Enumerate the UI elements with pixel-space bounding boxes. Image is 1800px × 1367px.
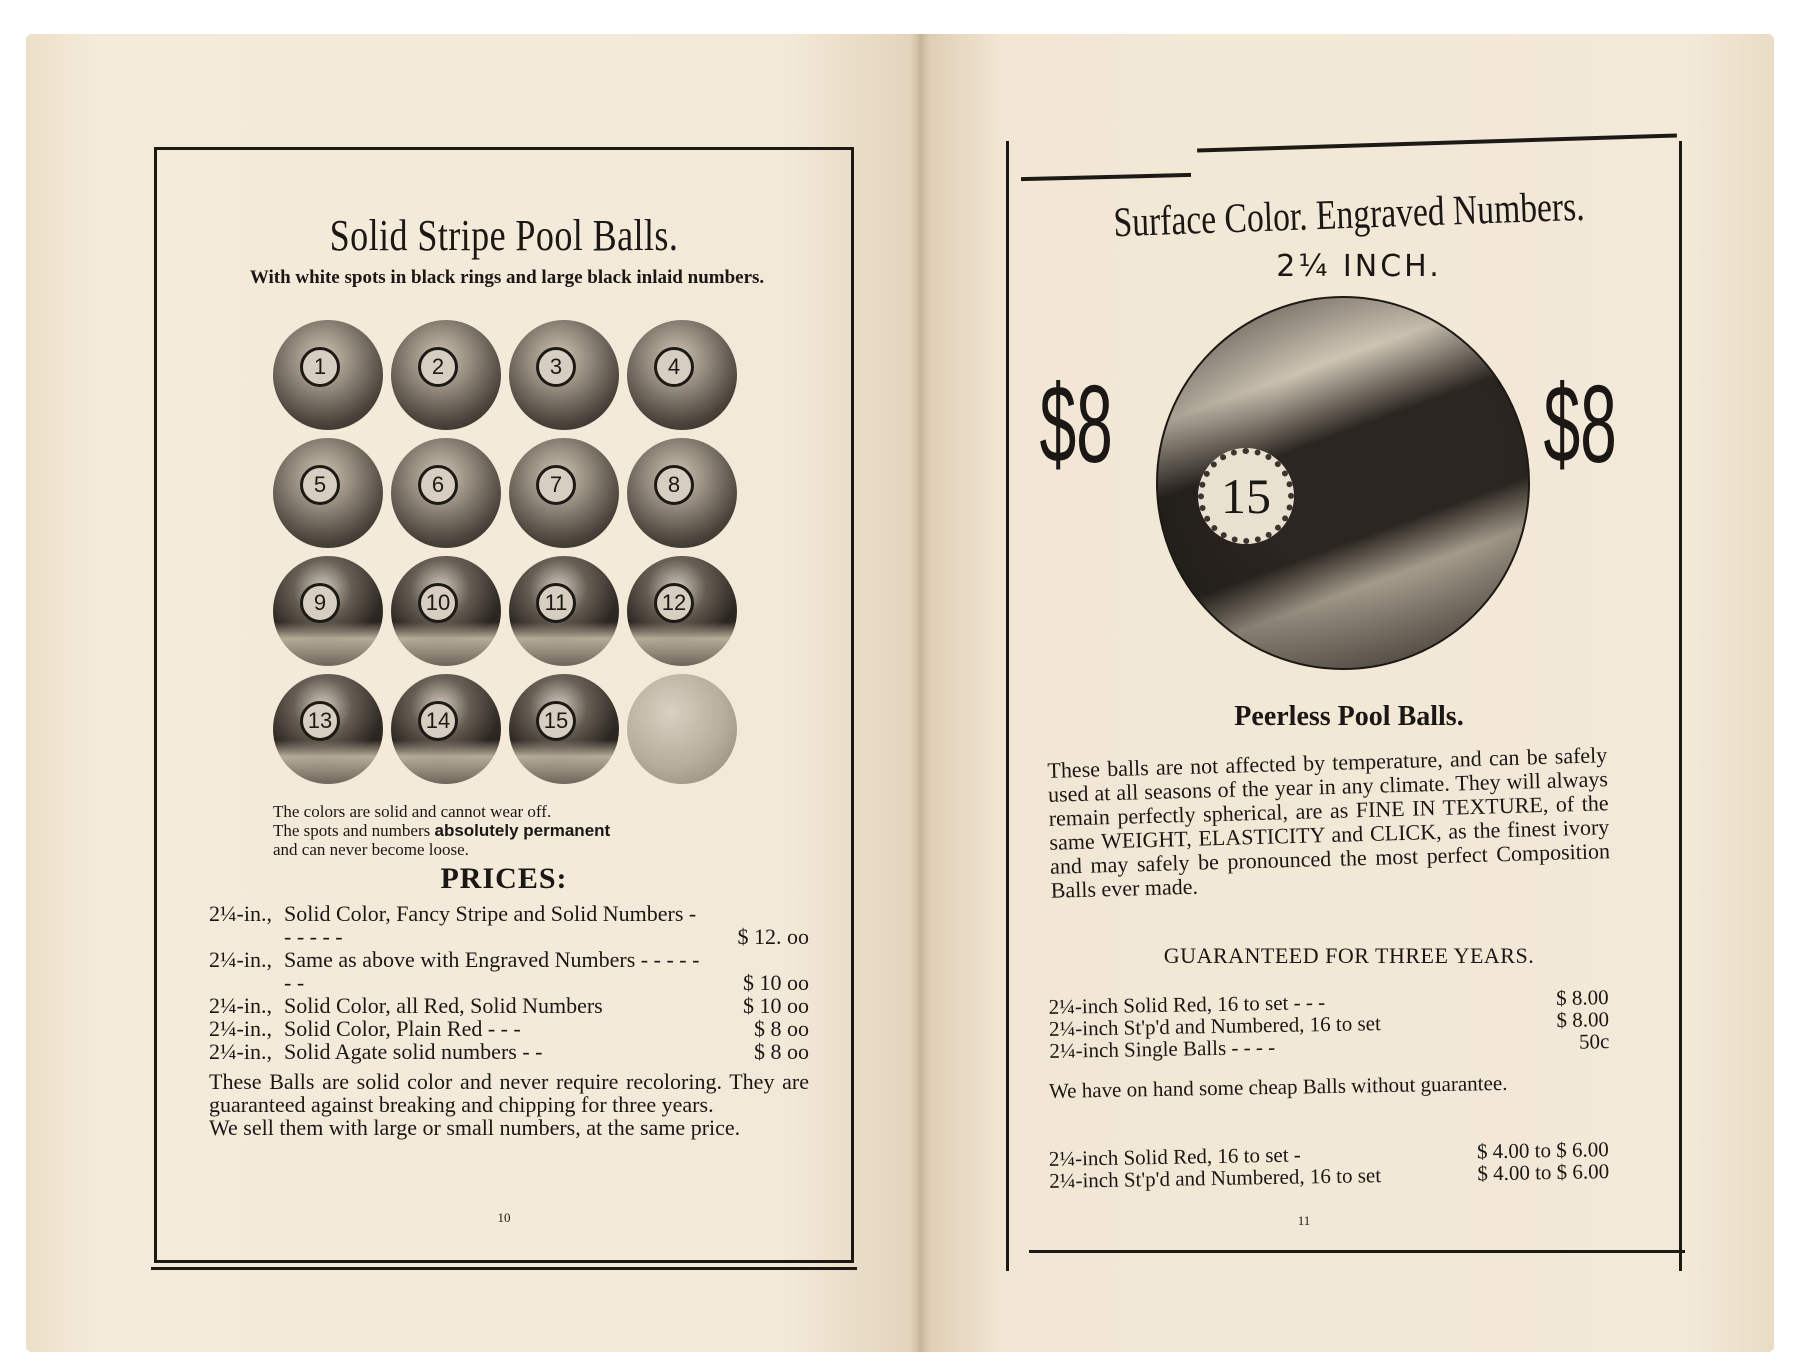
page-number: 11 xyxy=(1297,1213,1311,1228)
ball-number: 5 xyxy=(300,465,340,505)
price-right: $8 xyxy=(1543,363,1617,486)
price-description: Solid Color, all Red, Solid Numbers xyxy=(284,993,603,1018)
price-row xyxy=(209,948,809,994)
pool-ball xyxy=(509,438,619,548)
price-amount: $ 12. oo xyxy=(737,924,809,949)
left-page-subtitle: With white spots in black rings and large black inlaid numbers. xyxy=(249,267,765,288)
price-size: 2¼-in., xyxy=(209,947,272,972)
paragraph: These Balls are solid color and never require recoloring. They are guaranteed against breaking and chipping for three years. xyxy=(209,1069,809,1117)
ball-number: 13 xyxy=(300,701,340,741)
left-page-frame xyxy=(154,147,854,1263)
guarantee-line: GUARANTEED FOR THREE YEARS. xyxy=(1163,943,1535,968)
price-amount: $ 10 oo xyxy=(743,993,809,1018)
frame-rule xyxy=(1021,173,1191,181)
price-amount: $ 4.00 to $ 6.00 xyxy=(1477,1159,1610,1186)
price-row xyxy=(209,1017,809,1040)
price-row xyxy=(209,1040,809,1063)
ball-number: 14 xyxy=(418,701,458,741)
ball-number: 7 xyxy=(536,465,576,505)
left-page-note xyxy=(273,802,743,859)
pool-ball xyxy=(273,320,383,430)
note-text: The spots and numbers xyxy=(273,821,435,840)
prices-heading: PRICES: xyxy=(440,862,568,895)
note-emphasis: absolutely permanent xyxy=(434,821,611,840)
price-description: 2¼-inch Solid Red, 16 to set - xyxy=(1048,1142,1302,1171)
price-row xyxy=(209,994,809,1017)
frame-rule xyxy=(151,1267,857,1270)
right-page-title: Surface Color. Engraved Numbers. xyxy=(1112,183,1586,247)
pool-ball-illustration xyxy=(1156,296,1530,670)
ball-number: 2 xyxy=(418,347,458,387)
price-amount: $ 8 oo xyxy=(754,1039,809,1064)
price-list xyxy=(209,902,809,1063)
ball-number: 6 xyxy=(418,465,458,505)
ball-number-badge: 15 xyxy=(1198,448,1294,544)
paragraph: We sell them with large or small numbers, at the same price. xyxy=(209,1115,741,1140)
ball-number: 1 xyxy=(300,347,340,387)
pool-ball xyxy=(627,320,737,430)
open-catalog xyxy=(26,34,1774,1352)
note-line: and can never become loose. xyxy=(273,840,469,859)
pool-ball xyxy=(391,556,501,666)
ball-number: 10 xyxy=(418,583,458,623)
right-page-subtitle: Peerless Pool Balls. xyxy=(1234,701,1464,732)
price-size: 2¼-in., xyxy=(209,901,272,926)
note-line: The colors are solid and cannot wear off. xyxy=(273,802,552,821)
price-amount: 50c xyxy=(1578,1029,1610,1054)
cue-ball xyxy=(627,674,737,784)
price-amount: $ 4.00 to $ 6.00 xyxy=(1476,1137,1609,1164)
right-page-paragraph: These balls are not affected by temperature, and can be safely used at all seasons of the year in any climate. They will always remain perfectly spherical, are as FINE IN TEXTURE, of the same WEIGHT, ELASTICITY and CLICK, as the finest ivory and may safely be pronounced the most perfect Composition Balls ever made. xyxy=(1047,742,1611,903)
pool-ball xyxy=(391,674,501,784)
price-description: Solid Color, Fancy Stripe and Solid Numbers - - - - - - xyxy=(284,901,697,949)
book-gutter xyxy=(910,34,930,1352)
size-label: 2¼ INCH. xyxy=(1276,249,1442,284)
price-description: 2¼-inch St'p'd and Numbered, 16 to set xyxy=(1048,1011,1382,1041)
pool-ball xyxy=(509,556,619,666)
price-left: $8 xyxy=(1039,363,1113,486)
price-description: Same as above with Engraved Numbers - - - - - - - xyxy=(284,947,700,995)
pool-ball xyxy=(627,556,737,666)
right-page-frame xyxy=(1006,141,1682,1271)
pool-ball-grid xyxy=(273,320,743,790)
pool-ball xyxy=(273,556,383,666)
cheap-balls-note: We have on hand some cheap Balls without guarantee. xyxy=(1048,1070,1508,1103)
price-size: 2¼-in., xyxy=(209,993,272,1018)
left-page-paragraphs xyxy=(209,1070,809,1139)
pool-ball xyxy=(273,438,383,548)
price-description: 2¼-inch Single Balls - - - - xyxy=(1049,1034,1276,1063)
ball-number: 11 xyxy=(536,583,576,623)
price-description: Solid Agate solid numbers - - xyxy=(284,1039,543,1064)
pool-ball xyxy=(391,320,501,430)
note-line xyxy=(273,821,743,840)
price-list xyxy=(1048,986,1609,1062)
ball-number: 9 xyxy=(300,583,340,623)
price-description: 2¼-inch Solid Red, 16 to set - - - xyxy=(1048,990,1326,1019)
left-page xyxy=(26,34,919,1352)
ball-number: 4 xyxy=(654,347,694,387)
pool-ball xyxy=(509,674,619,784)
page-number: 10 xyxy=(497,1210,511,1225)
ball-number: 8 xyxy=(654,465,694,505)
pool-ball xyxy=(391,438,501,548)
ball-number: 3 xyxy=(536,347,576,387)
pool-ball xyxy=(627,438,737,548)
price-size: 2¼-in., xyxy=(209,1039,272,1064)
ball-number: 12 xyxy=(654,583,694,623)
pool-ball xyxy=(273,674,383,784)
pool-ball xyxy=(509,320,619,430)
price-size: 2¼-in., xyxy=(209,1016,272,1041)
price-description: Solid Color, Plain Red - - - xyxy=(284,1016,521,1041)
price-row xyxy=(209,902,809,948)
left-page-title: Solid Stripe Pool Balls. xyxy=(329,211,679,260)
frame-rule xyxy=(1029,1250,1685,1253)
price-amount: $ 10 oo xyxy=(743,970,809,995)
price-description: 2¼-inch St'p'd and Numbered, 16 to set xyxy=(1049,1163,1382,1193)
price-amount: $ 8.00 xyxy=(1555,985,1609,1011)
price-amount: $ 8.00 xyxy=(1556,1007,1610,1033)
ball-number: 15 xyxy=(536,701,576,741)
cheap-price-list xyxy=(1049,1138,1610,1192)
price-amount: $ 8 oo xyxy=(754,1016,809,1041)
